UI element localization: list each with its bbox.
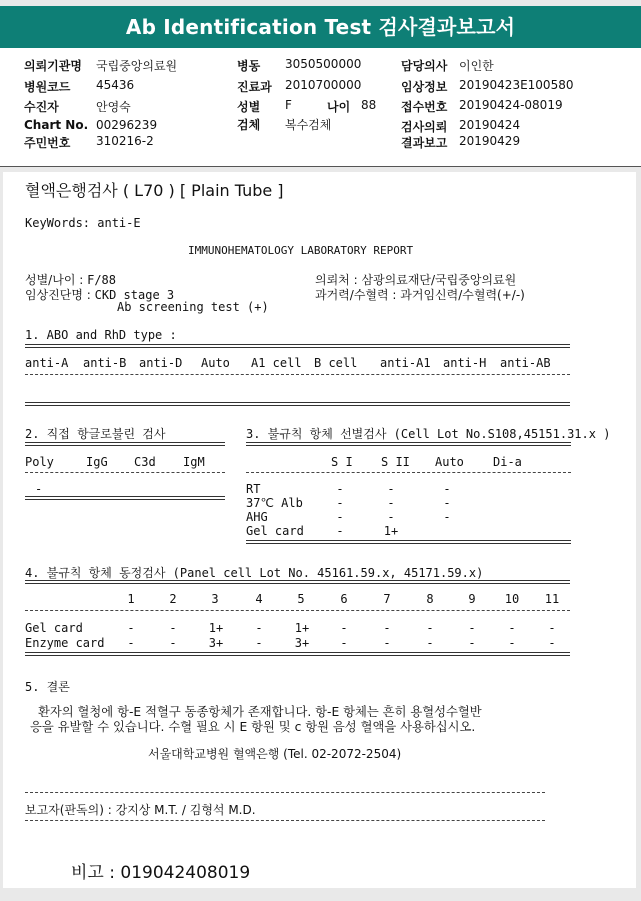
s1-col-anti-a1: anti-A1 (380, 356, 431, 370)
s4-enz-4: - (255, 636, 263, 650)
s4-col-5: 5 (297, 592, 305, 606)
s3-row-rt-s2: - (387, 482, 395, 496)
s4-row-gel-label: Gel card (25, 621, 83, 635)
s2-heading: 2. 직접 항글로불린 검사 (25, 427, 166, 441)
s4-gel-7: - (383, 621, 391, 635)
s3-bottom-rule (246, 540, 571, 544)
s4-enz-3: 3+ (208, 636, 224, 650)
exam-title: 혈액은행검사 ( L70 ) [ Plain Tube ] (25, 181, 284, 200)
report-title-bar (0, 6, 641, 48)
referral: 의뢰처 : 삼광의료재단/국립중앙의료원 (315, 273, 517, 287)
s3-row-alb-s1: - (336, 496, 344, 510)
s1-col-anti-d: anti-D (139, 356, 183, 370)
s4-col-1: 1 (127, 592, 135, 606)
s2-bottom-rule (25, 496, 225, 500)
s4-enz-7: - (383, 636, 391, 650)
reporter-bottom-rule (25, 820, 545, 821)
s4-enz-2: - (169, 636, 177, 650)
s3-row-ahg-label: AHG (246, 510, 268, 524)
diagnosis-extra: Ab screening test (+) (117, 300, 269, 314)
s4-enz-1: - (127, 636, 135, 650)
s4-gel-5: 1+ (294, 621, 310, 635)
s2-mid-rule (25, 472, 225, 473)
reporter-top-rule (25, 792, 545, 793)
conclusion-line2: 응을 유발할 수 있습니다. 수혈 필요 시 E 항원 및 c 항원 음성 혈액을 사용하십시오. (30, 720, 476, 734)
s4-mid-rule (25, 610, 570, 611)
s4-enz-11: - (548, 636, 556, 650)
s4-col-6: 6 (340, 592, 348, 606)
s2-col-c3d: C3d (134, 455, 156, 469)
s3-col-di-a: Di-a (493, 455, 522, 469)
s3-row-ahg-s1: - (336, 510, 344, 524)
s1-col-anti-b: anti-B (83, 356, 127, 370)
s4-col-3: 3 (211, 592, 219, 606)
s4-gel-3: 1+ (208, 621, 224, 635)
s1-col-auto: Auto (201, 356, 230, 370)
s4-gel-4: - (255, 621, 263, 635)
s3-top-rule (246, 442, 571, 446)
s3-mid-rule (246, 472, 571, 473)
s5-heading: 5. 결론 (25, 680, 70, 694)
header-panel: 의뢰기관명 국립중앙의료원 병원코드 45436 수진자 안영숙 Chart No. 00296239 주민번호 310216-2 병동 3050500000 진료과 2010700000 성별 F 나이 88 검체 복수검체 담당의사 이인한 임상정보 20190423E100580 접수번호 20190424-08019 검사의뢰 20190424 결과보고 20190429 (0, 48, 641, 167)
s4-gel-11: - (548, 621, 556, 635)
s3-heading: 3. 불규칙 항체 선별검사 (Cell Lot No.S108,45151.31.x ) (246, 427, 611, 441)
s1-heading: 1. ABO and RhD type : (25, 328, 177, 342)
s1-col-b-cell: B cell (314, 356, 358, 370)
s4-gel-10: - (508, 621, 516, 635)
s4-gel-2: - (169, 621, 177, 635)
s4-enz-5: 3+ (294, 636, 310, 650)
s2-top-rule (25, 442, 225, 446)
history: 과거력/수혈력 : 과거임신력/수혈력(+/-) (315, 288, 525, 302)
s3-col-auto: Auto (435, 455, 464, 469)
s2-col-igg: IgG (86, 455, 108, 469)
s3-row-rt-s1: - (336, 482, 344, 496)
s3-col-s1: S I (331, 455, 353, 469)
s4-heading: 4. 불규칙 항체 동정검사 (Panel cell Lot No. 45161.59.x, 45171.59.x) (25, 566, 484, 580)
s3-row-rt-auto: - (443, 482, 451, 496)
keywords: KeyWords: anti-E (25, 216, 141, 230)
s4-row-enzyme-label: Enzyme card (25, 636, 105, 650)
note: 비고 : 019042408019 (71, 863, 251, 883)
s3-row-alb-auto: - (443, 496, 451, 510)
report-title: Ab Identification Test 검사결과보고서 (125, 15, 516, 39)
s4-col-10: 10 (504, 592, 520, 606)
s4-col-11: 11 (544, 592, 560, 606)
reporter: 보고자(판독의) : 강지상 M.T. / 김형석 M.D. (25, 803, 256, 817)
report-body (3, 172, 636, 888)
s1-col-anti-ab: anti-AB (500, 356, 551, 370)
s1-mid-rule (25, 374, 570, 375)
s3-row-gel-s2: 1+ (383, 524, 399, 538)
lab-report-title: IMMUNOHEMATOLOGY LABORATORY REPORT (188, 244, 414, 257)
s4-enz-6: - (340, 636, 348, 650)
s2-col-igm: IgM (183, 455, 205, 469)
s4-gel-8: - (426, 621, 434, 635)
s4-enz-10: - (508, 636, 516, 650)
s4-gel-9: - (468, 621, 476, 635)
s3-row-gel-label: Gel card (246, 524, 304, 538)
s2-col-poly: Poly (25, 455, 54, 469)
s4-col-4: 4 (255, 592, 263, 606)
s4-gel-1: - (127, 621, 135, 635)
s3-row-ahg-auto: - (443, 510, 451, 524)
s4-gel-6: - (340, 621, 348, 635)
s1-top-rule (25, 344, 570, 348)
s4-enz-8: - (426, 636, 434, 650)
s4-col-2: 2 (169, 592, 177, 606)
s3-col-s2: S II (381, 455, 410, 469)
s4-enz-9: - (468, 636, 476, 650)
s4-col-9: 9 (468, 592, 476, 606)
sex-age: 성별/나이 : F/88 (25, 273, 116, 287)
s4-col-8: 8 (426, 592, 434, 606)
s1-col-anti-h: anti-H (443, 356, 487, 370)
s4-col-7: 7 (383, 592, 391, 606)
s3-row-gel-s1: - (336, 524, 344, 538)
s1-col-a1-cell: A1 cell (251, 356, 302, 370)
s3-row-alb-label: 37℃ Alb (246, 496, 303, 510)
s3-row-alb-s2: - (387, 496, 395, 510)
diagnosis: 임상진단명 : CKD stage 3 (25, 288, 175, 302)
hospital-contact: 서울대학교병원 혈액은행 (Tel. 02-2072-2504) (148, 747, 402, 761)
s2-poly-value: - (35, 482, 43, 496)
s1-bottom-rule (25, 402, 570, 406)
s3-row-rt-label: RT (246, 482, 261, 496)
s4-top-rule (25, 580, 570, 584)
conclusion-line1: 환자의 혈청에 항-E 적혈구 동종항체가 존재합니다. 항-E 항체는 흔히 용혈성수혈반 (38, 705, 482, 719)
s3-row-ahg-s2: - (387, 510, 395, 524)
s4-bottom-rule (25, 652, 570, 656)
s1-col-anti-a: anti-A (25, 356, 69, 370)
